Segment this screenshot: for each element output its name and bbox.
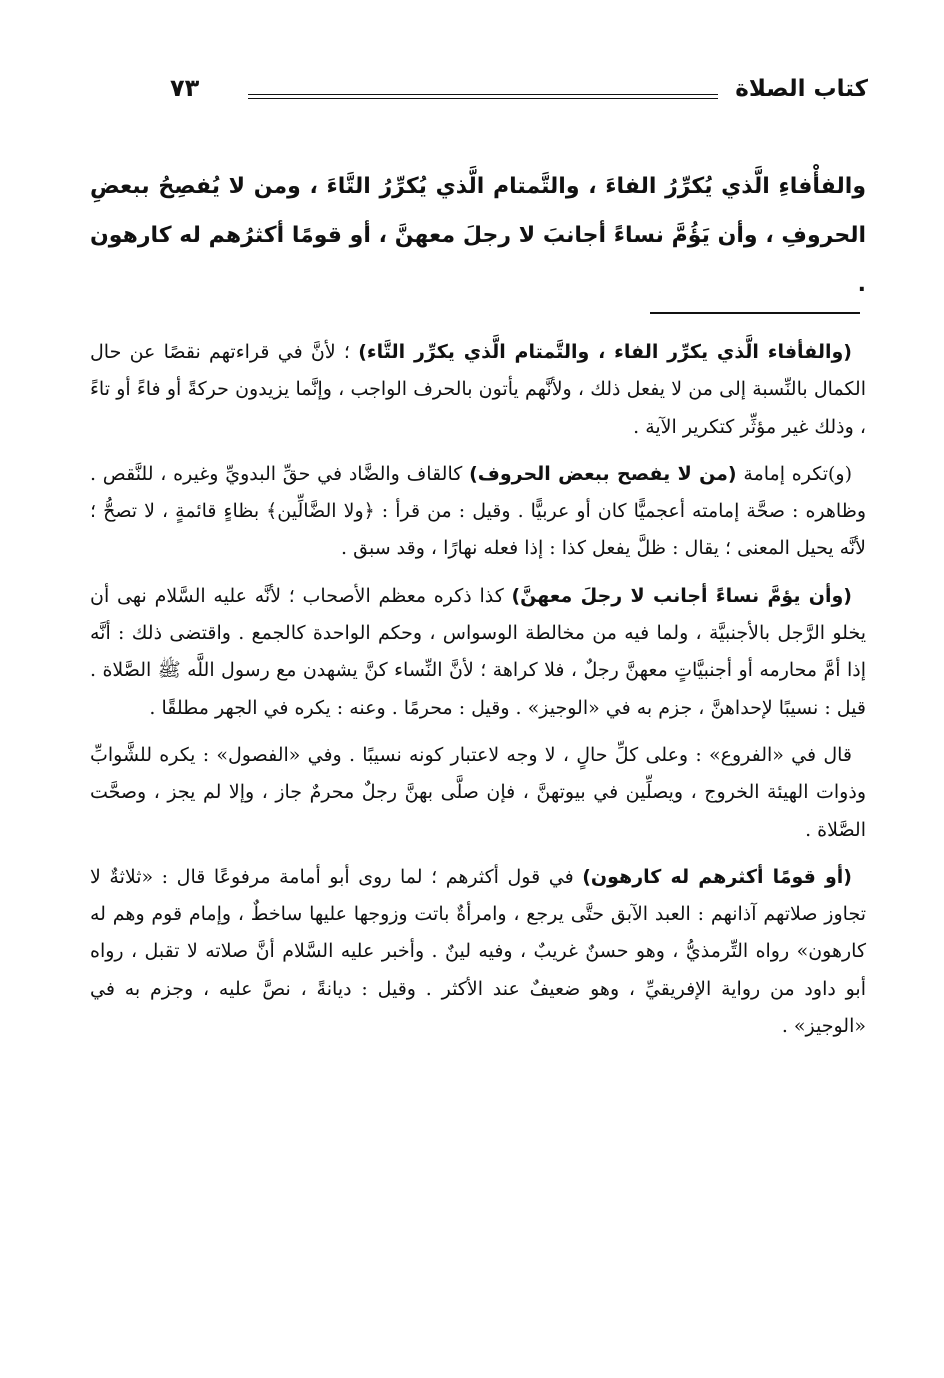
commentary-text: في قول أكثرهم ؛ لما روى أبو أمامة مرفوعًا قال : «ثلاثةٌ لا تجاوز صلاتهم آذانهم : العبد الآبق حتَّى يرجع ، وامرأةٌ باتت وزوجها عليها ساخطٌ ، وإمام قوم وهم له كارهون» رواه التِّرمذيُّ ، وهو حسنٌ غريبٌ ، وفيه لينٌ . وأخبر عليه السَّلام أنَّ صلاته لا تقبل ، رواه أبو داود من رواية الإفريقيِّ ، وهو ضعيفٌ عند الأكثر . وقيل : ديانةً ، نصَّ عليه ، وجزم به في «الوجيز» . [90,865,866,1038]
page-number: ٧٣ [170,74,200,102]
commentary-text: قال في «الفروع» : وعلى كلِّ حالٍ ، لا وجه لاعتبار كونه نسيبًا . وفي «الفصول» : يكره للشَّوابِّ وذوات الهيئة الخروج ، ويصلِّين في بيوتهنَّ ، فإن صلَّى بهنَّ رجلٌ محرمٌ جاز ، وإلا لم يجز ، وصحَّت الصَّلاة . [90,743,866,841]
commentary-paragraph [90,456,866,568]
commentary-paragraph [90,578,866,727]
quoted-matn: (والفأفاء الَّذي يكرِّر الفاء ، والتَّمتام الَّذي يكرِّر التَّاء) [358,341,852,363]
quoted-matn: (من لا يفصح ببعض الحروف) [469,462,737,485]
matn-separator [650,312,860,314]
matn-text: والفأْفاءِ الَّذي يُكرِّرُ الفاءَ ، والتَّمتام الَّذي يُكرِّرُ التَّاءَ ، ومن لا يُفصِحُ ببعضِ الحروفِ ، وأن يَؤُمَّ نساءً أجانبَ لا رجلَ معهنَّ ، أو قومًا أكثرُهم له كارهون . [90,174,866,297]
book-title: كتاب الصلاة [735,76,868,102]
commentary-text: ؛ لأنَّ في قراءتهم نقصًا عن حال الكمال بالنِّسبة إلى من لا يفعل ذلك ، ولأنَّهم يأتون بالحرف الواجب ، وإنَّما يزيدون حركةً أو فاءً أو تاءً ، وذلك غير مؤثِّر كتكرير الآية . [90,341,866,438]
quoted-matn: (أو قومًا أكثرهم له كارهون) [582,865,852,888]
commentary-text: كذا ذكره معظم الأصحاب ؛ لأنَّه عليه السَّلام نهى أن يخلو الرَّجل بالأجنبيَّة ، ولما فيه من مخالطة الوسواس ، وحكم الواحدة كالجمع . واقتضى ذلك : أنَّه إذا أمَّ محارمه أو أجنبيَّاتٍ معهنَّ رجلٌ ، فلا كراهة ؛ لأنَّ النِّساء كنَّ يشهدن مع رسول اللَّه ﷺ الصَّلاة . قيل : نسيبًا لإحداهنَّ ، جزم به في «الوجيز» . وقيل : محرمًا . وعنه : يكره في الجهر مطلقًا . [90,584,866,719]
running-header [170,74,868,114]
commentary-prefix: (و)تكره إمامة [736,462,852,485]
commentary [90,334,866,1055]
commentary-paragraph [90,859,866,1045]
header-rule [248,94,718,95]
commentary-paragraph [90,334,866,446]
commentary-paragraph [90,737,866,849]
commentary-text: كالقاف والضَّاد في حقِّ البدويِّ وغيره ، للنَّقص . وظاهره : صحَّة إمامته أعجميًّا كان أو عربيًّا . وقيل : من قرأ : ﴿ولا الضَّالِّين﴾ بظاءٍ قائمةٍ ، لا تصحُّ ؛ لأنَّه يحيل المعنى ؛ يقال : ظلَّ يفعل كذا : إذا فعله نهارًا ، وقد سبق . [90,462,866,560]
quoted-matn: (وأن يؤمَّ نساءً أجانب لا رجلَ معهنَّ) [511,584,852,607]
